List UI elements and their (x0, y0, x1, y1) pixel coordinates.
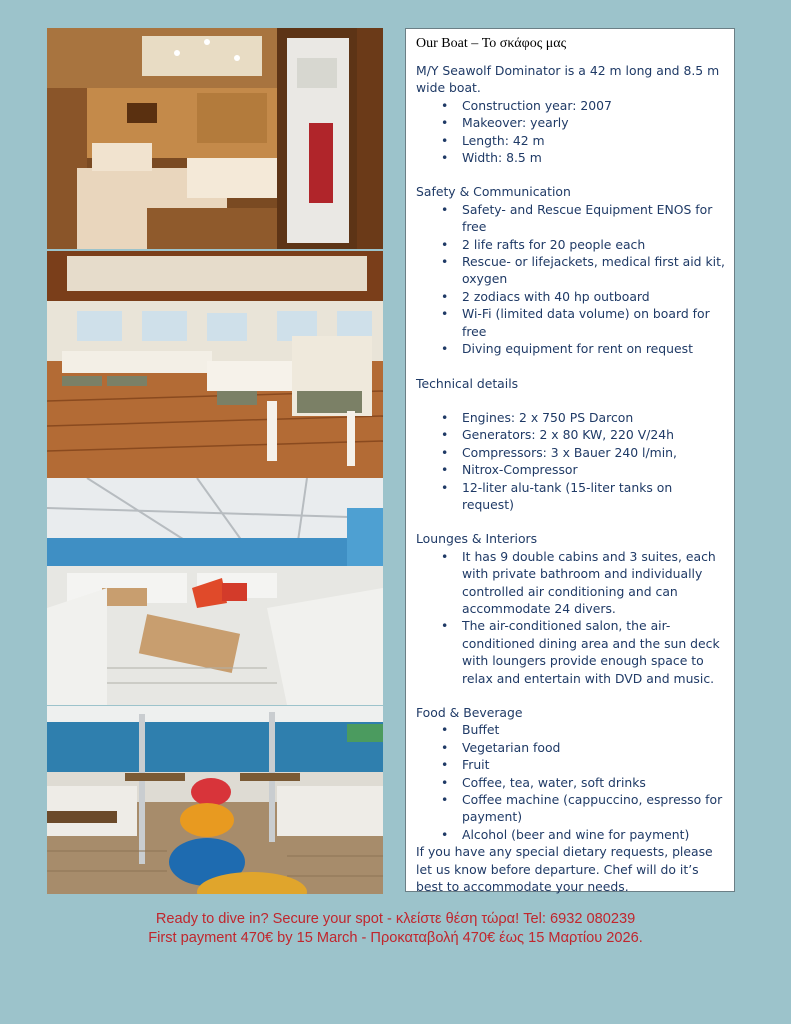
list-item: • Generators: 2 x 80 KW, 220 V/24h (462, 426, 725, 443)
salon-photo (47, 251, 383, 478)
list-item: • Vegetarian food (462, 739, 725, 756)
food-list (416, 721, 725, 843)
technical-list (416, 409, 725, 513)
dietary-note: If you have any special dietary requests, please let us know before departure. Chef will do it’s best to accommodate your needs. (416, 844, 713, 895)
list-item: • Engines: 2 x 750 PS Darcon (462, 409, 725, 426)
list-item: • Compressors: 3 x Bauer 240 l/min, (462, 444, 725, 461)
list-item: • Nitrox-Compressor (462, 461, 725, 478)
list-item: • Coffee, tea, water, soft drinks (462, 774, 725, 791)
list-item: • Safety- and Rescue Equipment ENOS for free (462, 201, 725, 236)
list-item: • Rescue- or lifejackets, medical first aid kit, oxygen (462, 253, 725, 288)
list-item: • Width: 8.5 m (462, 149, 725, 166)
cabin-photo (47, 28, 383, 249)
section-heading-food: Food & Beverage (416, 705, 523, 720)
page-title: Our Boat – Το σκάφος μας (416, 36, 567, 51)
sundeck-photo (47, 478, 383, 705)
intro-text: M/Y Seawolf Dominator is a 42 m long and 8.5 m wide boat. (416, 63, 720, 96)
list-item: • Construction year: 2007 (462, 97, 725, 114)
list-item: • Fruit (462, 756, 725, 773)
intro-list (416, 97, 725, 167)
section-heading-technical: Technical details (416, 375, 519, 391)
safety-list (416, 201, 725, 358)
list-item: • The air-conditioned salon, the air-conditioned dining area and the sun deck with loungers provide enough space to relax and entertain with DVD and music. (462, 617, 725, 687)
list-item: • 2 zodiacs with 40 hp outboard (462, 288, 725, 305)
footer-line-1: Ready to dive in? Secure your spot - κλείστε θέση τώρα! Tel: 6932 080239 (155, 911, 636, 927)
list-item: • 2 life rafts for 20 people each (462, 236, 725, 253)
section-heading-lounges: Lounges & Interiors (416, 531, 538, 547)
section-heading-safety: Safety & Communication (416, 184, 571, 200)
footer-line-2: First payment 470€ by 15 March - Προκαταβολή 470€ έως 15 Μαρτίου 2026. (148, 930, 643, 946)
list-item: • Buffet (462, 721, 725, 738)
rear-deck-photo (47, 706, 383, 894)
list-item: • It has 9 double cabins and 3 suites, each with private bathroom and individually controlled air conditioning and can accommodate 24 divers. (462, 548, 725, 618)
list-item: • Alcohol (beer and wine for payment) (462, 826, 725, 843)
list-item: • Length: 42 m (462, 132, 725, 149)
list-item: • Wi-Fi (limited data volume) on board for free (462, 305, 725, 340)
list-item: • Makeover: yearly (462, 114, 725, 131)
list-item: • Coffee machine (cappuccino, espresso for payment) (462, 791, 725, 826)
lounges-list (416, 548, 725, 687)
photo-column (47, 28, 383, 894)
list-item: • Diving equipment for rent on request (462, 340, 725, 357)
boat-info-panel (405, 28, 735, 895)
list-item: • 12-liter alu-tank (15-liter tanks on request) (462, 479, 725, 514)
